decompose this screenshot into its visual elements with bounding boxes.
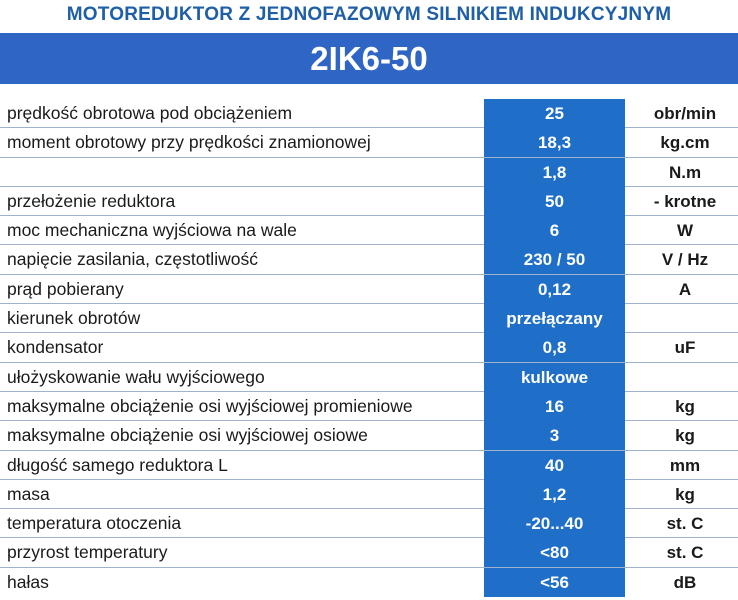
spec-unit: - krotne bbox=[653, 191, 717, 211]
spec-row-power bbox=[0, 216, 738, 245]
spec-unit bbox=[632, 304, 738, 333]
spec-value: 50 bbox=[484, 187, 625, 216]
spec-table bbox=[0, 99, 738, 597]
spec-value: <80 bbox=[484, 538, 625, 567]
spec-unit: uF bbox=[674, 338, 696, 358]
spec-row-axial-load bbox=[0, 421, 738, 450]
spec-row-direction bbox=[0, 304, 738, 333]
spec-unit: kg bbox=[675, 484, 695, 504]
spec-row-length bbox=[0, 451, 738, 480]
spec-value: <56 bbox=[484, 568, 625, 597]
spec-unit: kg bbox=[675, 396, 695, 416]
spec-row-ratio bbox=[0, 187, 738, 216]
spec-value: 6 bbox=[484, 216, 625, 245]
spec-value: 3 bbox=[484, 421, 625, 450]
spec-row-torque-nm bbox=[0, 158, 738, 187]
spec-value: 16 bbox=[484, 392, 625, 421]
spec-row-torque bbox=[0, 128, 738, 157]
spec-row-ambient-temp bbox=[0, 509, 738, 538]
spec-row-radial-load bbox=[0, 392, 738, 421]
spec-label: prędkość obrotowa pod obciążeniem bbox=[7, 103, 293, 123]
spec-label: napięcie zasilania, częstotliwość bbox=[7, 249, 258, 270]
spec-row-speed bbox=[0, 99, 738, 128]
spec-label: maksymalne obciążenie osi wyjściowej promieniowe bbox=[7, 395, 413, 416]
spec-value: 0,8 bbox=[484, 333, 625, 362]
spec-unit: mm bbox=[669, 455, 701, 475]
spec-label: masa bbox=[7, 483, 50, 504]
model-banner: 2IK6-50 bbox=[0, 33, 738, 84]
spec-unit: W bbox=[676, 221, 694, 241]
spec-label: kondensator bbox=[7, 337, 104, 358]
spec-row-noise bbox=[0, 568, 738, 597]
spec-unit: kg bbox=[675, 426, 695, 446]
spec-row-current bbox=[0, 275, 738, 304]
spec-unit: V / Hz bbox=[661, 250, 709, 270]
page-title: MOTOREDUKTOR Z JEDNOFAZOWYM SILNIKIEM INDUKCYJNYM bbox=[66, 4, 672, 25]
spec-label: moc mechaniczna wyjściowa na wale bbox=[7, 220, 297, 241]
spec-value: 25 bbox=[484, 99, 625, 128]
spec-row-bearing bbox=[0, 363, 738, 392]
spec-value: -20...40 bbox=[484, 509, 625, 538]
spec-unit: st. C bbox=[666, 543, 704, 563]
spec-unit: st. C bbox=[666, 514, 704, 534]
spec-label: moment obrotowy przy prędkości znamionowej bbox=[7, 132, 371, 153]
spec-value: 1,2 bbox=[484, 480, 625, 509]
spec-label: przyrost temperatury bbox=[7, 542, 168, 563]
spec-value: 230 / 50 bbox=[484, 245, 625, 274]
spec-value: 0,12 bbox=[484, 275, 625, 304]
spec-row-temp-rise bbox=[0, 538, 738, 567]
spec-value: 1,8 bbox=[484, 158, 625, 187]
spec-unit: A bbox=[678, 279, 692, 299]
spec-unit: kg.cm bbox=[660, 133, 710, 153]
spec-value: kulkowe bbox=[484, 363, 625, 392]
spec-unit: dB bbox=[673, 572, 697, 592]
spec-row-mass bbox=[0, 480, 738, 509]
spec-label: kierunek obrotów bbox=[7, 308, 141, 329]
spec-unit: obr/min bbox=[653, 104, 717, 123]
spec-row-capacitor bbox=[0, 333, 738, 362]
spec-value: 18,3 bbox=[484, 128, 625, 157]
spec-unit: N.m bbox=[668, 162, 702, 182]
spec-label: prąd pobierany bbox=[7, 278, 124, 299]
spec-label: hałas bbox=[7, 571, 49, 592]
spec-label: przełożenie reduktora bbox=[7, 190, 176, 211]
spec-label: ułożyskowanie wału wyjściowego bbox=[7, 366, 265, 387]
spec-unit bbox=[632, 363, 738, 392]
spec-value: przełączany bbox=[484, 304, 625, 333]
spec-label: długość samego reduktora L bbox=[7, 454, 228, 475]
spec-row-voltage bbox=[0, 245, 738, 274]
spec-label: temperatura otoczenia bbox=[7, 513, 182, 534]
spec-value: 40 bbox=[484, 451, 625, 480]
spec-label: maksymalne obciążenie osi wyjściowej osiowe bbox=[7, 425, 368, 446]
